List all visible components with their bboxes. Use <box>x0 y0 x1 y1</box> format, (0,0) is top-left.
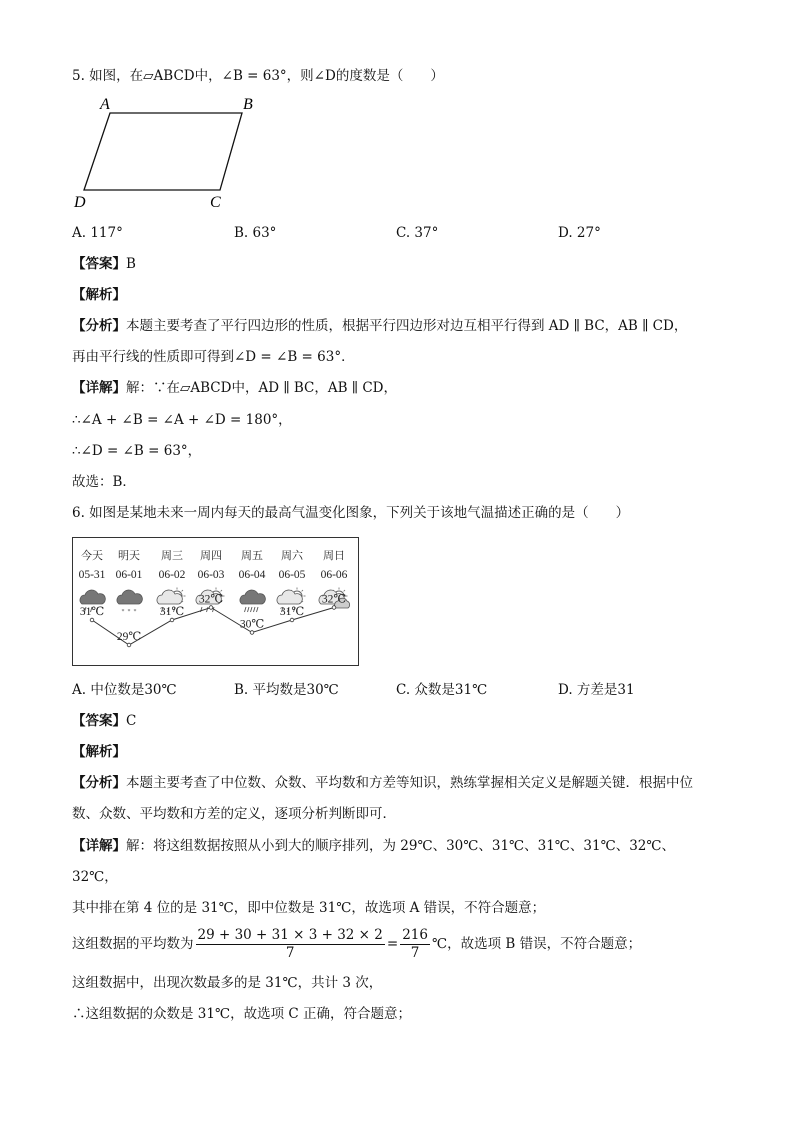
parallelogram-figure <box>70 92 270 212</box>
q5-detail-line-3: ∴∠D = ∠B = 63°， <box>72 443 202 459</box>
temperature-point <box>127 643 131 647</box>
date-label: 06-01 <box>115 569 143 581</box>
q5-stem: 5. 如图，在▱ABCD中，∠B = 63°，则∠D的度数是（ ） <box>72 68 444 84</box>
q6-mean-result-fraction <box>400 927 430 962</box>
q5-fenxi-line-2: 再由平行线的性质即可得到∠D = ∠B = 63°． <box>72 349 355 365</box>
vertex-label-c: C <box>210 194 221 211</box>
q6-mean-denominator: 7 <box>285 945 295 961</box>
q5-option-c: C. 37° <box>396 225 439 241</box>
weekday-label: 周三 <box>161 550 183 562</box>
q6-detail-line-1 <box>72 836 675 856</box>
q6-option-a: A. 中位数是30℃ <box>72 682 177 698</box>
weekday-label: 明天 <box>118 550 140 562</box>
q5-fenxi-text-1: 本题主要考查了平行四边形的性质，根据平行四边形对边互相平行得到 AD ∥ BC，AB ∥ CD， <box>126 318 688 334</box>
temperature-label: 32℃ <box>198 593 224 606</box>
temperature-point <box>170 618 174 622</box>
q6-option-c: C. 众数是31℃ <box>396 682 488 698</box>
q6-fenxi-tag: 【分析】 <box>72 775 126 791</box>
weekday-label: 周六 <box>281 550 303 562</box>
vertex-label-d: D <box>74 194 86 211</box>
date-label: 06-05 <box>278 569 306 581</box>
q5-detail-line-2: ∴∠A + ∠B = ∠A + ∠D = 180°， <box>72 412 292 428</box>
svg-text:*: * <box>127 609 131 615</box>
q5-fenxi-line-1 <box>72 316 687 336</box>
vertex-label-a: A <box>100 96 110 113</box>
q6-stem: 6. 如图是某地未来一周内每天的最高气温变化图象，下列关于该地气温描述正确的是（ ） <box>72 505 630 521</box>
q6-mean-suffix: ℃，故选项 B 错误，不符合题意； <box>431 936 642 952</box>
date-label: 05-31 <box>78 569 106 581</box>
q6-analysis-tag: 【解析】 <box>72 744 126 760</box>
q5-detail-line-4: 故选：B． <box>72 474 136 490</box>
q6-fenxi-text-1: 本题主要考查了中位数、众数、平均数和方差等知识，熟练掌握相关定义是解题关键．根据中位 <box>126 775 693 791</box>
q6-detail-line-2: 32℃， <box>72 869 118 885</box>
temperature-label: 31℃ <box>279 606 305 618</box>
weekday-label: 周日 <box>323 550 345 562</box>
q6-detail-text-1: 解：将这组数据按照从小到大的顺序排列，为 29℃、30℃、31℃、31℃、31℃、32℃、 <box>126 838 675 854</box>
q5-detail-line-1 <box>72 378 397 398</box>
date-label: 06-03 <box>197 569 225 581</box>
q6-mean-numerator: 29 + 30 + 31 × 3 + 32 × 2 <box>197 927 383 943</box>
q6-detail-line-6: ∴这组数据的众数是 31℃，故选项 C 正确，符合题意； <box>72 1006 411 1022</box>
temperature-label: 29℃ <box>116 631 142 643</box>
temperature-point <box>209 606 213 610</box>
temperature-point <box>332 606 336 610</box>
q5-analysis-tag: 【解析】 <box>72 287 126 303</box>
q6-mean-prefix: 这组数据的平均数为 <box>72 936 194 952</box>
q6-option-b: B. 平均数是30℃ <box>234 682 339 698</box>
parallelogram-shape <box>84 113 242 190</box>
q6-fenxi-line-1 <box>72 773 693 793</box>
date-label: 06-04 <box>238 569 266 581</box>
q6-fenxi-line-2: 数、众数、平均数和方差的定义，逐项分析判断即可． <box>72 806 396 822</box>
temperature-point <box>90 618 94 622</box>
q5-option-b: B. 63° <box>234 225 277 241</box>
q6-mean-fraction <box>196 927 385 962</box>
temperature-point <box>290 618 294 622</box>
q5-option-d: D. 27° <box>558 225 601 241</box>
q6-mean-result-denominator: 7 <box>410 945 420 961</box>
q6-answer <box>72 711 136 731</box>
temperature-point <box>250 631 254 635</box>
q5-analysis-heading <box>72 285 126 305</box>
q6-option-d: D. 方差是31 <box>558 682 635 698</box>
q6-detail-line-4 <box>72 926 641 962</box>
q6-answer-tag: 【答案】 <box>72 713 126 729</box>
q6-mean-result-numerator: 216 <box>402 927 428 943</box>
weekday-label: 今天 <box>81 550 103 562</box>
svg-text:*: * <box>133 609 137 615</box>
q5-option-a: A. 117° <box>72 225 123 241</box>
q6-analysis-heading <box>72 742 126 762</box>
q6-mean-equals: = <box>386 936 399 952</box>
date-label: 06-06 <box>320 569 348 581</box>
q6-detail-line-5: 这组数据中，出现次数最多的是 31℃，共计 3 次， <box>72 975 383 991</box>
weather-forecast-figure <box>72 537 360 667</box>
vertex-label-b: B <box>243 96 253 113</box>
q5-detail-text-1: 解：∵在▱ABCD中，AD ∥ BC，AB ∥ CD， <box>126 380 397 396</box>
q5-detail-tag: 【详解】 <box>72 380 126 396</box>
temperature-label: 31℃ <box>79 606 105 618</box>
weekday-label: 周四 <box>200 550 222 562</box>
weekday-label: 周五 <box>241 550 263 562</box>
svg-text:*: * <box>121 609 125 615</box>
q5-answer-value: B <box>126 256 136 272</box>
temperature-label: 32℃ <box>321 593 347 606</box>
temperature-label: 31℃ <box>159 606 185 618</box>
q6-detail-tag: 【详解】 <box>72 838 126 854</box>
temperature-label: 30℃ <box>239 618 265 631</box>
q5-fenxi-tag: 【分析】 <box>72 318 126 334</box>
q6-answer-value: C <box>126 713 137 729</box>
date-label: 06-02 <box>158 569 186 581</box>
q5-answer <box>72 254 136 274</box>
q5-answer-tag: 【答案】 <box>72 256 126 272</box>
q6-detail-line-3: 其中排在第 4 位的是 31℃，即中位数是 31℃，故选项 A 错误，不符合题意； <box>72 900 546 916</box>
